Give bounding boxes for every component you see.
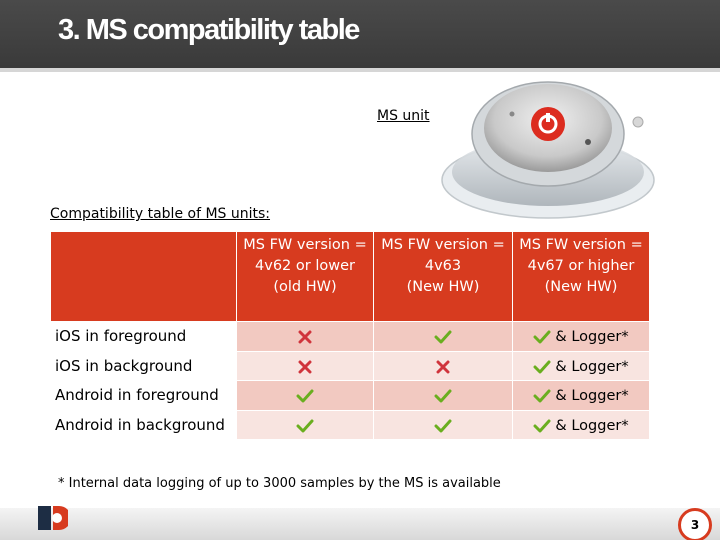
check-icon	[533, 389, 551, 403]
status-cell	[513, 410, 650, 440]
status-cell	[513, 351, 650, 381]
status-cell	[374, 410, 513, 440]
column-header: MS FW version = 4v63 (New HW)	[374, 232, 513, 322]
check-icon	[533, 330, 551, 344]
company-logo-icon	[36, 502, 68, 536]
cross-icon	[296, 360, 314, 374]
status-cell	[237, 351, 374, 381]
check-icon	[296, 419, 314, 433]
cross-icon	[296, 330, 314, 344]
check-icon	[296, 389, 314, 403]
row-label: iOS in foreground	[51, 322, 237, 352]
row-label: Android in background	[51, 410, 237, 440]
footer-bar	[0, 508, 720, 540]
check-icon	[434, 330, 452, 344]
status-cell	[374, 322, 513, 352]
status-cell	[237, 410, 374, 440]
row-label: iOS in background	[51, 351, 237, 381]
logger-note: & Logger*	[555, 358, 629, 375]
table-header-row	[51, 232, 650, 322]
compatibility-heading: Compatibility table of MS units:	[50, 206, 271, 222]
slide-title: 3. MS compatibility table	[58, 14, 359, 46]
page-number: 3	[678, 508, 712, 540]
logger-note: & Logger*	[555, 417, 629, 434]
status-cell	[374, 381, 513, 411]
column-header: MS FW version = 4v62 or lower (old HW)	[237, 232, 374, 322]
row-label: Android in foreground	[51, 381, 237, 411]
compatibility-table	[50, 231, 650, 440]
check-icon	[434, 419, 452, 433]
status-cell	[513, 381, 650, 411]
table-corner-cell	[51, 232, 237, 322]
cross-icon	[434, 360, 452, 374]
status-cell	[513, 322, 650, 352]
ms-unit-image	[438, 72, 656, 222]
logger-note: & Logger*	[555, 329, 629, 346]
status-cell	[237, 322, 374, 352]
ms-unit-label: MS unit	[377, 108, 430, 124]
column-header: MS FW version = 4v67 or higher (New HW)	[513, 232, 650, 322]
check-icon	[434, 389, 452, 403]
status-cell	[237, 381, 374, 411]
status-cell	[374, 351, 513, 381]
table-row	[51, 381, 650, 411]
logger-note: & Logger*	[555, 388, 629, 405]
table-row	[51, 351, 650, 381]
check-icon	[533, 360, 551, 374]
check-icon	[533, 419, 551, 433]
table-row	[51, 322, 650, 352]
table-row	[51, 410, 650, 440]
footnote: * Internal data logging of up to 3000 samples by the MS is available	[58, 476, 501, 491]
